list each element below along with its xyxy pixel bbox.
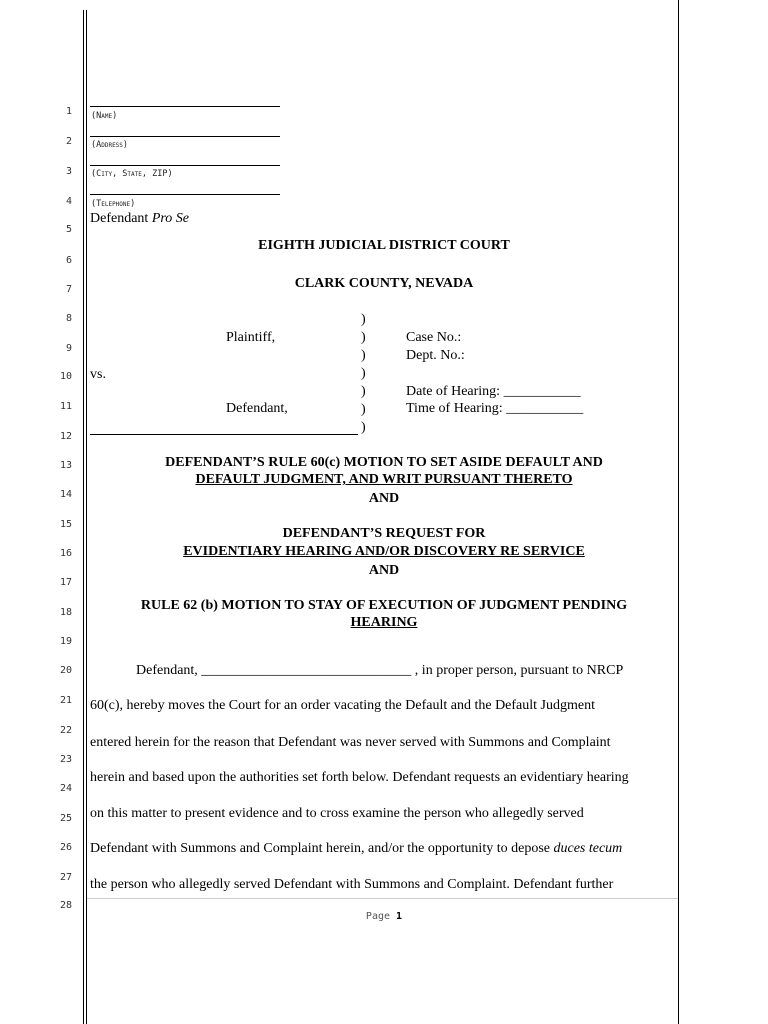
and-1: AND bbox=[368, 491, 400, 506]
title-1-line-1: DEFENDANT’S RULE 60(c) MOTION TO SET ASIDE DEFAULT AND bbox=[165, 455, 603, 470]
page-label: Page bbox=[365, 911, 397, 922]
body-line-1: Defendant, ______________________________ , in proper person, pursuant to NRCP bbox=[136, 663, 624, 678]
line-number: 18 bbox=[59, 607, 72, 618]
paren-4: ) bbox=[361, 366, 366, 381]
line-number: 2 bbox=[65, 136, 72, 147]
line-number: 23 bbox=[59, 754, 72, 765]
paren-7: ) bbox=[361, 420, 366, 435]
address-label: (Address) bbox=[91, 140, 129, 150]
line-number: 13 bbox=[59, 460, 72, 471]
plaintiff-label: Plaintiff, bbox=[226, 330, 276, 345]
line-number: 9 bbox=[65, 343, 72, 354]
paren-1: ) bbox=[361, 312, 366, 327]
title-2-line-1: DEFENDANT’S REQUEST FOR bbox=[282, 526, 486, 541]
line-number: 8 bbox=[65, 313, 72, 324]
defendant-prefix: Defendant bbox=[90, 211, 152, 226]
defendant-label: Defendant, bbox=[226, 401, 288, 416]
court-county: CLARK COUNTY, NEVADA bbox=[294, 276, 474, 291]
line-number: 12 bbox=[59, 431, 72, 442]
line-number: 7 bbox=[65, 284, 72, 295]
vs-label: vs. bbox=[90, 367, 106, 382]
body-line-6 bbox=[90, 841, 664, 857]
body-line-2: 60(c), hereby moves the Court for an order vacating the Default and the Default Judgment bbox=[90, 698, 595, 713]
paren-6: ) bbox=[361, 402, 366, 417]
line-number: 11 bbox=[59, 401, 72, 412]
line-number: 25 bbox=[59, 813, 72, 824]
title-3-line-2-text: HEARING bbox=[350, 615, 418, 630]
left-margin-rule-outer bbox=[83, 10, 84, 1024]
body-line-3: entered herein for the reason that Defendant was never served with Summons and Complaint bbox=[90, 735, 611, 750]
body-line-7: the person who allegedly served Defendant with Summons and Complaint. Defendant further bbox=[90, 877, 614, 892]
body-line-6-text: Defendant with Summons and Complaint herein, and/or the opportunity to depose bbox=[90, 841, 554, 856]
caption-underline bbox=[90, 434, 358, 435]
paren-5: ) bbox=[361, 384, 366, 399]
line-number: 4 bbox=[65, 196, 72, 207]
duces-tecum-italic: duces tecum bbox=[553, 841, 623, 856]
paren-3: ) bbox=[361, 348, 366, 363]
body-line-5: on this matter to present evidence and to cross examine the person who allegedly served bbox=[90, 806, 584, 821]
name-blank-line bbox=[90, 106, 280, 107]
line-number: 22 bbox=[59, 725, 72, 736]
line-number: 5 bbox=[65, 224, 72, 235]
pro-se-italic: Pro Se bbox=[151, 211, 190, 226]
left-margin-rule-inner bbox=[86, 10, 87, 1024]
telephone-blank-line bbox=[90, 194, 280, 195]
line-number: 10 bbox=[59, 371, 72, 382]
title-2-line-2-text: EVIDENTIARY HEARING AND/OR DISCOVERY RE SERVICE bbox=[183, 544, 585, 559]
name-label: (Name) bbox=[91, 111, 118, 121]
page-number: 1 bbox=[396, 911, 403, 922]
court-name: EIGHTH JUDICIAL DISTRICT COURT bbox=[258, 238, 510, 253]
city-state-zip-label: (City, State, ZIP) bbox=[91, 169, 173, 179]
defendant-pro-se bbox=[90, 211, 189, 227]
footer-divider bbox=[87, 898, 678, 899]
line-number: 26 bbox=[59, 842, 72, 853]
line-number: 24 bbox=[59, 783, 72, 794]
address-blank-line bbox=[90, 136, 280, 137]
line-number: 6 bbox=[65, 255, 72, 266]
line-number: 21 bbox=[59, 695, 72, 706]
line-number: 27 bbox=[59, 872, 72, 883]
dept-number-label: Dept. No.: bbox=[406, 348, 465, 363]
line-number: 14 bbox=[59, 489, 72, 500]
line-number: 28 bbox=[59, 900, 72, 911]
title-3-line-1: RULE 62 (b) MOTION TO STAY OF EXECUTION OF JUDGMENT PENDING bbox=[140, 598, 628, 613]
time-of-hearing-label: Time of Hearing: ___________ bbox=[406, 401, 584, 416]
line-number: 3 bbox=[65, 166, 72, 177]
paren-2: ) bbox=[361, 330, 366, 345]
line-number: 19 bbox=[59, 636, 72, 647]
city-blank-line bbox=[90, 165, 280, 166]
line-number: 1 bbox=[65, 106, 72, 117]
and-2: AND bbox=[368, 563, 400, 578]
title-2-line-2 bbox=[87, 544, 681, 560]
right-margin-rule bbox=[678, 0, 679, 1024]
case-number-label: Case No.: bbox=[406, 330, 462, 345]
line-number: 16 bbox=[59, 548, 72, 559]
date-of-hearing-label: Date of Hearing: ___________ bbox=[406, 384, 581, 399]
page-footer bbox=[0, 911, 768, 922]
title-3-line-2 bbox=[87, 615, 681, 631]
telephone-label: (Telephone) bbox=[91, 199, 136, 209]
line-number: 20 bbox=[59, 665, 72, 676]
body-line-4: herein and based upon the authorities set forth below. Defendant requests an evidentiary hearing bbox=[90, 770, 629, 785]
title-1-line-2 bbox=[87, 472, 681, 488]
line-number: 15 bbox=[59, 519, 72, 530]
title-1-line-2-text: DEFAULT JUDGMENT, AND WRIT PURSUANT THERETO bbox=[195, 472, 573, 487]
line-number: 17 bbox=[59, 577, 72, 588]
